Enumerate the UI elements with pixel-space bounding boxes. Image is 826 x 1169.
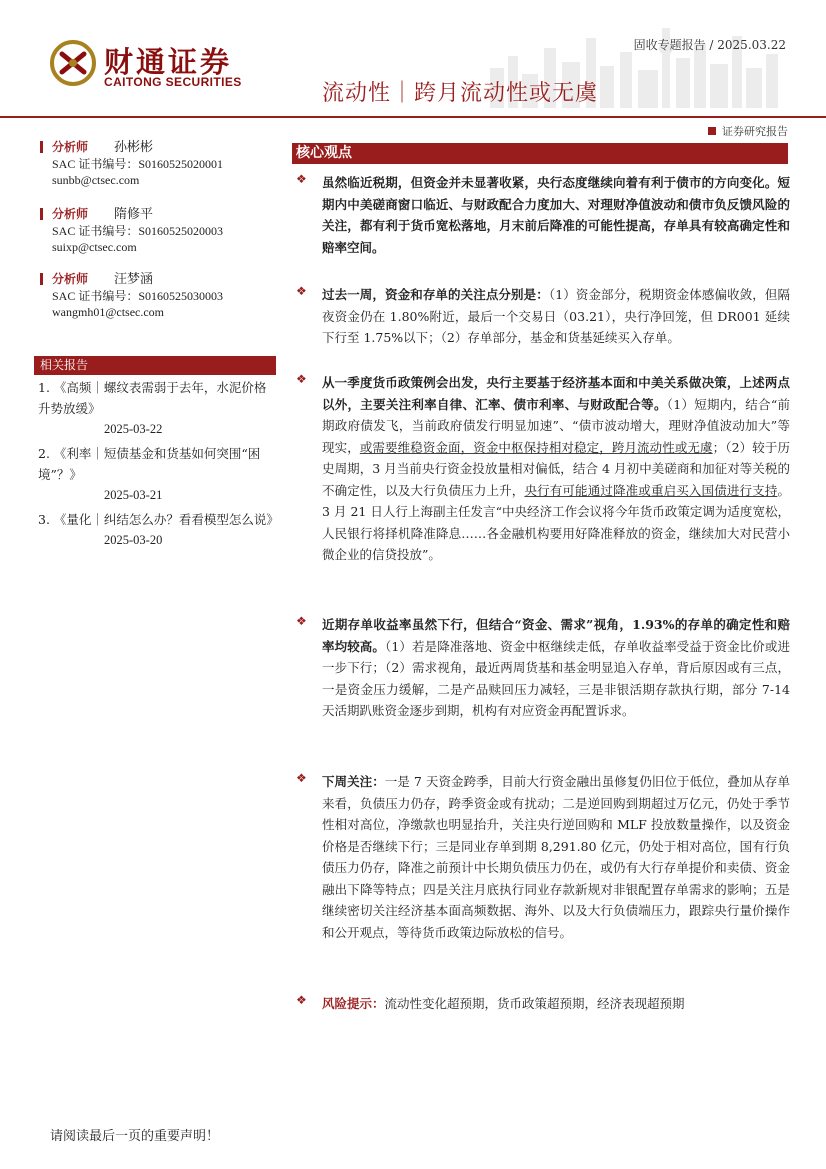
core-point-3-body-b: ；（2）较于历史周期，3 月当前央行资金投放量相对偏低，结合 4 月初中美磋商和加征对等关税的不确定性，以及大行负债压力上升， [322,439,790,498]
core-point-4-lead: 近期存单收益率虽然下行，但结合“资金、需求”视角，1.93%的存单的确定性和赔率均较高。 [322,617,790,654]
related-report-date: 2025-03-21 [104,488,163,502]
core-point-2-body: （1）资金部分，税期资金体感偏收敛，但隔夜资金仍在 1.80%附近，最后一个交易日（03.21），央行净回笼，但 DR001 延续下行至 1.75%以下；（2）存单部分，基金和货基延续买入存单。 [322,287,790,345]
core-point-5 [322,771,790,943]
brand-name-cn: 财通证券 [104,45,233,79]
diamond-bullet-icon: ❖ [296,771,307,785]
related-report-item[interactable] [38,509,278,551]
core-point-4 [322,614,790,722]
analyst-email[interactable]: wangmh01@ctsec.com [52,305,165,319]
analyst-accent-bar [40,141,43,153]
header-divider [0,116,826,118]
related-report-item[interactable] [38,443,278,506]
core-point-3-underline-1: 或需要维稳资金面，资金中枢保持相对稳定，跨月流动性或无虞 [359,439,713,455]
analyst-card [52,206,282,255]
analyst-role: 分析师 [52,140,89,154]
core-point-3-body-c: 。3 月 21 日人行上海副主任发言“中央经济工作会议将今年货币政策定调为适度宽松，人民银行将择机降准降息……各金融机构要用好降准释放的资金，继续加大对民营小微企业的信贷投放”。 [322,482,790,562]
risk-warning [322,993,790,1015]
analyst-card [52,271,282,320]
report-meta: 固收专题报告 / 2025.03.22 [633,38,786,52]
diamond-bullet-icon: ❖ [296,284,307,298]
caitong-logo-icon [50,40,96,86]
related-reports-list [38,377,278,554]
related-report-title[interactable]: 3. 《量化｜纠结怎么办？看看模型怎么说》 [38,512,279,527]
core-point-3 [322,372,790,566]
square-bullet-icon [708,127,716,135]
risk-warning-label: 风险提示： [322,996,385,1011]
core-point-3-underline-2: 央行有可能通过降准或重启买入国债进行支持 [524,482,778,498]
core-point-3-lead: 从一季度货币政策例会出发，央行主要基于经济基本面和中美关系做决策，上述两点以外，主要关注利率自律、汇率、债市利率、与财政配合等。 [322,375,790,412]
analyst-accent-bar [40,208,43,220]
related-report-item[interactable] [38,377,278,440]
analyst-email[interactable]: sunbb@ctsec.com [52,173,140,187]
related-report-date: 2025-03-22 [104,422,163,436]
analyst-role: 分析师 [52,272,89,286]
related-report-date: 2025-03-20 [104,533,163,547]
risk-warning-text: 流动性变化超预期，货币政策超预期，经济表现超预期 [384,996,685,1011]
disclaimer-footer: 请阅读最后一页的重要声明！ [50,1129,220,1144]
diamond-bullet-icon: ❖ [296,372,307,386]
analyst-name: 孙彬彬 [114,140,154,155]
page-title: 流动性｜跨月流动性或无虞 [322,81,599,106]
analyst-name: 汪梦涵 [114,272,154,287]
related-report-title[interactable]: 2. 《利率｜短债基金和货基如何突围“困境”？》 [38,446,261,482]
related-report-title[interactable]: 1. 《高频｜螺纹表需弱于去年，水泥价格升势放缓》 [38,380,267,416]
core-point-2-lead: 过去一周，资金和存单的关注点分别是： [322,287,549,302]
analyst-sac: SAC 证书编号：S0160525030003 [52,289,224,303]
report-type [708,123,788,139]
analyst-sac: SAC 证书编号：S0160525020003 [52,224,224,238]
core-point-2 [322,284,790,349]
analyst-card [52,139,282,188]
related-reports-header: 相关报告 [34,356,276,375]
brand-name-en: CAITONG SECURITIES [104,75,242,89]
analyst-email[interactable]: suixp@ctsec.com [52,240,137,254]
core-point-4-body: （1）若是降准落地、资金中枢继续走低，存单收益率受益于资金比价或进一步下行；（2）需求视角，最近两周货基和基金明显追入存单，背后原因或有三点，一是资金压力缓解，二是产品赎回压力减轻，三是非银活期存款执行期，部分 7-14 天活期趴账资金逐步到期，机构有对应资金再配置诉求。 [322,638,790,718]
report-type-label: 证券研究报告 [722,125,788,138]
core-point-5-body: 一是 7 天资金跨季，目前大行资金融出虽修复仍旧位于低位，叠加从存单来看，负债压力仍存，跨季资金或有扰动；二是逆回购到期超过万亿元，仍处于季节性相对高位，净缴款也明显抬升，关注央行逆回购和 MLF 投放数量操作，以及资金价格是否继续下行；三是同业存单到期 8,291.80 亿元，仍处于相对高位，国有行负债压力仍存，降准之前预计中长期负债压力仍在，或仍有大行存单提价和卖债、资金融出下降等特点；四是关注月底执行同业存款新规对非银配置存单需求的影响；五是继续密切关注经济基本面高频数据、海外、以及大行负债端压力，跟踪央行量价操作和公开观点，等待货币政策边际放松的信号。 [322,774,790,940]
core-point-5-lead: 下周关注： [322,774,385,789]
analyst-sac: SAC 证书编号：S0160525020001 [52,157,224,171]
core-point-3-body-a: （1）短期内，结合“前期政府债发飞，当前政府债发行明显加速”、“债市波动增大，理财净值波动加大”等现实， [322,396,790,455]
core-views-header: 核心观点 [292,143,788,164]
diamond-bullet-icon: ❖ [296,172,307,186]
diamond-bullet-icon: ❖ [296,614,307,628]
analyst-accent-bar [40,273,43,285]
core-point-1: 虽然临近税期，但资金并未显著收紧，央行态度继续向着有利于债市的方向变化。短期内中美磋商窗口临近、与财政配合力度加大、对理财净值波动和债市负反馈风险的关注，都有利于货币宽松落地，月末前后降准的可能性提高，存单具有较高确定性和赔率空间。 [322,175,790,255]
analyst-name: 隋修平 [114,207,154,222]
analyst-role: 分析师 [52,207,89,221]
diamond-bullet-icon: ❖ [296,993,307,1007]
